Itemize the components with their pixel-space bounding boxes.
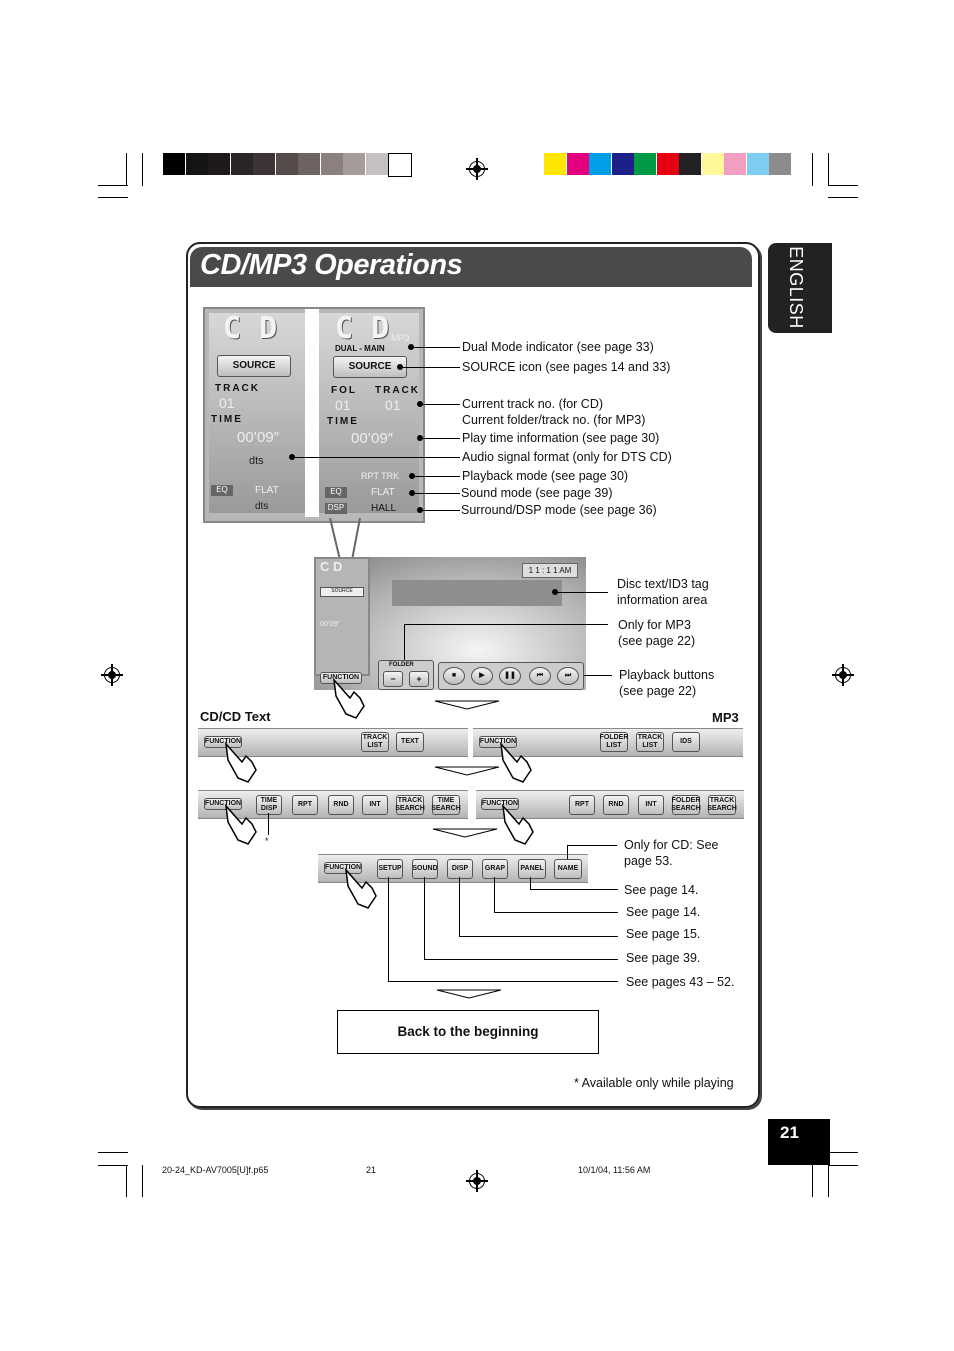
color-swatch: [321, 153, 343, 175]
arrow-down-icon: [432, 828, 498, 838]
color-swatch: [298, 153, 320, 175]
callout-folder-track-no: Current folder/track no. (for MP3): [462, 413, 646, 427]
crop-mark: [98, 185, 128, 186]
color-swatch: [747, 153, 769, 175]
dsp-mode-value: HALL: [371, 503, 397, 514]
page-number: 21: [780, 1123, 799, 1142]
time-label-mp3: TIME: [327, 416, 359, 427]
function-button[interactable]: FUNCTION: [204, 736, 242, 748]
registration-mark-icon: [466, 158, 488, 180]
folder-list-button[interactable]: FOLDER LIST: [600, 732, 628, 752]
callout-audio-format: Audio signal format (only for DTS CD): [462, 450, 672, 464]
previous-icon[interactable]: ⏮: [529, 667, 551, 685]
footer-file: 20-24_KD-AV7005[U]f.p65: [162, 1165, 269, 1175]
callout-line: [459, 936, 618, 937]
footnote: * Available only while playing: [574, 1076, 734, 1090]
callout-only-mp3-page: (see page 22): [618, 634, 696, 648]
callout-point: [397, 364, 403, 370]
crop-mark: [812, 1165, 813, 1197]
function-button[interactable]: FUNCTION: [204, 798, 242, 810]
time-label: TIME: [211, 414, 243, 425]
color-swatch: [679, 153, 701, 175]
crop-mark: [828, 1165, 858, 1166]
eq-value: FLAT: [255, 485, 279, 496]
callout-line: [424, 877, 425, 959]
grap-button[interactable]: GRAP: [482, 859, 508, 879]
callout-play-time: Play time information (see page 30): [462, 431, 660, 445]
callout-grap: See page 14.: [626, 905, 701, 919]
time-search-button[interactable]: TIME SEARCH: [432, 795, 460, 815]
ids-button[interactable]: IDS: [672, 732, 700, 752]
callout-track-no: Current track no. (for CD): [462, 397, 604, 411]
eq-badge: EQ: [211, 485, 233, 496]
folder-label: FOL: [331, 385, 357, 396]
color-swatch: [366, 153, 388, 175]
crop-mark: [98, 1152, 128, 1153]
cd-title: C D: [223, 311, 278, 346]
callout-line: [292, 457, 460, 458]
disc-text-area: [392, 580, 562, 606]
track-list-button[interactable]: TRACK LIST: [361, 732, 389, 752]
source-button-mp3[interactable]: SOURCE: [333, 356, 407, 378]
callout-line: [584, 675, 612, 676]
color-swatch: [657, 153, 679, 175]
folder-up-button[interactable]: +: [409, 671, 429, 687]
callout-name: Only for CD: See: [624, 838, 719, 852]
callout-setup: See pages 43 – 52.: [626, 975, 735, 989]
page-title: CD/MP3 Operations: [200, 249, 463, 281]
callout-line: [494, 912, 618, 913]
callout-point: [408, 344, 414, 350]
color-swatch: [186, 153, 208, 175]
arrow-down-icon: [436, 989, 502, 999]
callout-line: [412, 493, 460, 494]
color-swatch: [589, 153, 611, 175]
zoom-lines: [300, 518, 380, 560]
play-icon[interactable]: ▶: [471, 667, 493, 685]
arrow-down-icon: [434, 766, 500, 776]
language-tab-label: ENGLISH: [785, 246, 806, 329]
asterisk-mark: *: [265, 836, 269, 846]
track-number: 01: [219, 395, 235, 411]
callout-line: [567, 845, 617, 846]
time-value-mp3: 00’09″: [351, 430, 394, 447]
callout-line: [412, 347, 460, 348]
section-mp3: MP3: [712, 710, 739, 725]
registration-mark-icon: [832, 664, 854, 686]
track-label-mp3: TRACK: [375, 385, 420, 396]
color-swatch: [544, 153, 566, 175]
callout-line: [556, 592, 608, 593]
color-swatch: [253, 153, 275, 175]
pointing-hand-icon: [222, 802, 262, 848]
callout-point: [552, 589, 558, 595]
crop-mark: [828, 185, 858, 186]
dts-indicator-lower: dts: [255, 501, 269, 512]
text-button[interactable]: TEXT: [396, 732, 424, 752]
callout-line: [388, 981, 618, 982]
dual-mode-indicator: DUAL - MAIN: [335, 344, 385, 353]
folder-number: 01: [335, 397, 351, 413]
setup-button[interactable]: SETUP: [377, 859, 403, 879]
callout-line: [412, 476, 460, 477]
color-swatch: [208, 153, 230, 175]
int-button[interactable]: INT: [362, 795, 388, 815]
callout-playback-buttons: Playback buttons: [619, 668, 715, 682]
callout-point: [417, 401, 423, 407]
mini-cd-title: C D: [320, 559, 343, 574]
callout-line: [388, 877, 389, 981]
language-tab: [768, 243, 832, 333]
footer-date: 10/1/04, 11:56 AM: [578, 1165, 651, 1175]
pointing-hand-icon: [222, 740, 262, 786]
playback-buttons: [438, 662, 584, 690]
disp-button[interactable]: DISP: [447, 859, 473, 879]
stop-icon[interactable]: ■: [443, 667, 465, 685]
callout-only-mp3: Only for MP3: [618, 618, 691, 632]
page-number-box: [768, 1119, 830, 1165]
color-swatch: [567, 153, 589, 175]
arrow-down-icon: [434, 700, 500, 710]
folder-control: [378, 660, 434, 690]
color-swatch: [388, 153, 412, 177]
callout-dsp-mode: Surround/DSP mode (see page 36): [461, 503, 657, 517]
panel-button[interactable]: PANEL: [518, 859, 546, 879]
function-button[interactable]: FUNCTION: [481, 798, 519, 810]
pointing-hand-icon: [497, 740, 537, 786]
callout-point: [417, 507, 423, 513]
divider: [305, 309, 319, 517]
color-swatch: [343, 153, 365, 175]
callout-point: [289, 454, 295, 460]
time-value: 00’09″: [237, 429, 280, 446]
crop-mark: [98, 197, 128, 198]
pause-icon[interactable]: ❚❚: [499, 667, 521, 685]
track-search-button[interactable]: TRACK SEARCH: [396, 795, 424, 815]
callout-source-icon: SOURCE icon (see pages 14 and 33): [462, 360, 671, 374]
next-icon[interactable]: ⏭: [557, 667, 579, 685]
registration-mark-icon: [101, 664, 123, 686]
folder-down-button[interactable]: −: [383, 671, 403, 687]
track-label: TRACK: [215, 383, 260, 394]
crop-mark: [98, 1165, 128, 1166]
callout-dual-mode: Dual Mode indicator (see page 33): [462, 340, 654, 354]
track-number-mp3: 01: [385, 397, 401, 413]
clock: 1 1 : 1 1 AM: [522, 563, 578, 578]
callout-line: [420, 510, 460, 511]
crop-mark: [828, 1152, 858, 1153]
callout-sound: See page 39.: [626, 951, 701, 965]
color-swatch: [634, 153, 656, 175]
callout-line: [567, 845, 568, 859]
pointing-hand-icon: [499, 802, 539, 848]
display-closeup: [203, 307, 425, 523]
callout-line: [459, 877, 460, 936]
folder-label-mini: FOLDER: [389, 662, 414, 668]
callout-line: [424, 959, 618, 960]
callout-line: [404, 624, 405, 660]
pointing-hand-icon: [342, 866, 382, 912]
int-button[interactable]: INT: [638, 795, 664, 815]
mini-time-value: 00’09″: [320, 621, 340, 628]
footer-page: 21: [366, 1165, 377, 1175]
callout-line: [530, 877, 531, 889]
callout-sound-mode: Sound mode (see page 39): [461, 486, 613, 500]
color-swatch: [612, 153, 634, 175]
callout-line: [420, 438, 460, 439]
callout-line: [420, 404, 460, 405]
pointing-hand-icon: [330, 676, 370, 722]
time-disp-button[interactable]: TIME DISP: [256, 795, 282, 815]
source-button[interactable]: SOURCE: [217, 355, 291, 377]
mini-source-button[interactable]: SOURCE: [320, 587, 364, 597]
crop-mark: [126, 153, 127, 186]
color-swatch: [724, 153, 746, 175]
callout-disc-text: Disc text/ID3 tag: [617, 577, 709, 591]
sound-mode-value: FLAT: [371, 487, 395, 498]
callout-name-page: page 53.: [624, 854, 673, 868]
rnd-button[interactable]: RND: [603, 795, 629, 815]
crop-mark: [828, 197, 858, 198]
dsp-badge: DSP: [325, 503, 347, 514]
callout-playback-page: (see page 22): [619, 684, 697, 698]
folder-search-button[interactable]: FOLDER SEARCH: [672, 795, 700, 815]
callout-line: [494, 877, 495, 912]
eq-badge-mp3: EQ: [325, 487, 347, 498]
function-button[interactable]: FUNCTION: [324, 862, 362, 874]
callout-line: [400, 367, 460, 368]
callout-point: [409, 473, 415, 479]
playback-mode-indicator: RPT TRK: [361, 471, 400, 481]
crop-mark: [828, 153, 829, 186]
crop-mark: [828, 1165, 829, 1197]
dts-indicator: dts: [249, 455, 264, 467]
callout-panel: See page 14.: [624, 883, 699, 897]
callout-line: [530, 889, 618, 890]
back-to-beginning-box: Back to the beginning: [337, 1010, 599, 1054]
color-swatch: [276, 153, 298, 175]
callout-disp: See page 15.: [626, 927, 701, 941]
mini-display: [314, 557, 370, 676]
callout-disc-text-2: information area: [617, 593, 708, 607]
callout-playback-mode: Playback mode (see page 30): [462, 469, 629, 483]
color-swatch: [163, 153, 185, 175]
sound-button[interactable]: SOUND: [412, 859, 438, 879]
rpt-button[interactable]: RPT: [569, 795, 595, 815]
crop-mark: [812, 153, 813, 186]
callout-point: [409, 490, 415, 496]
color-swatch: [769, 153, 791, 175]
track-search-button[interactable]: TRACK SEARCH: [708, 795, 736, 815]
asterisk-line: [268, 813, 269, 835]
track-list-button[interactable]: TRACK LIST: [636, 732, 664, 752]
rnd-button[interactable]: RND: [328, 795, 354, 815]
color-swatch: [702, 153, 724, 175]
section-cd-text: CD/CD Text: [200, 709, 271, 724]
callout-line: [404, 624, 608, 625]
registration-mark-icon: [466, 1170, 488, 1192]
cd-title-mp3: C D: [335, 311, 390, 346]
function-button[interactable]: FUNCTION: [479, 736, 517, 748]
function-button[interactable]: FUNCTION: [320, 672, 362, 684]
crop-mark: [142, 153, 143, 186]
crop-mark: [142, 1165, 143, 1197]
mp3-tag: MP3: [391, 333, 410, 343]
crop-mark: [126, 1165, 127, 1197]
rpt-button[interactable]: RPT: [292, 795, 318, 815]
name-button[interactable]: NAME: [554, 859, 582, 879]
callout-point: [417, 435, 423, 441]
color-swatch: [231, 153, 253, 175]
